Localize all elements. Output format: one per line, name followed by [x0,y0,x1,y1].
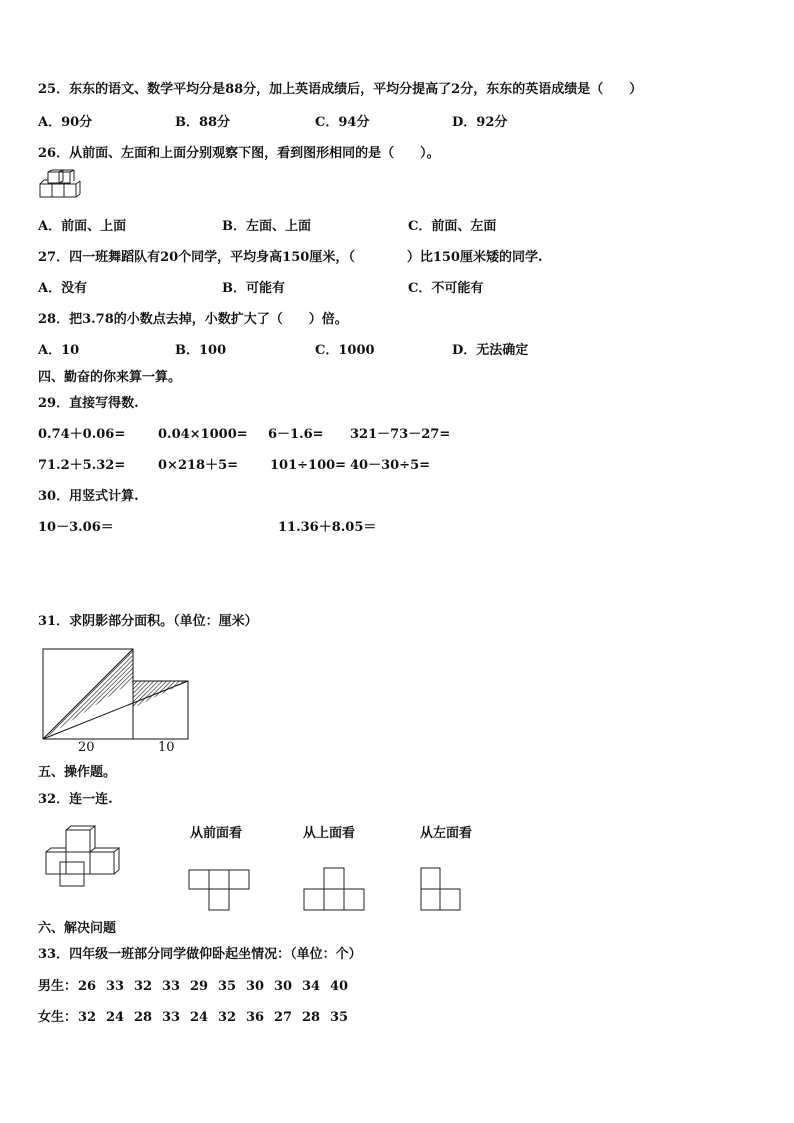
q28-option-c[interactable]: C．1000 [315,343,375,358]
q33-boys-value: 40 [330,979,349,994]
q33-girls-value: 28 [134,1010,153,1025]
q33-girls-value: 24 [190,1010,209,1025]
q29-expr: 0.74＋0.06= [38,427,126,442]
q26-option-c[interactable]: C．前面、左面 [408,219,497,234]
q33-girls-value: 27 [274,1010,293,1025]
q26-option-a[interactable]: A．前面、上面 [38,219,127,234]
q28-option-a[interactable]: A．10 [38,343,80,358]
q26-cube-figure [38,170,82,204]
q33-boys-value: 26 [78,979,97,994]
q31-shaded-figure [40,646,192,742]
q27-option-b[interactable]: B．可能有 [222,281,285,296]
q27-option-c[interactable]: C．不可能有 [408,281,484,296]
q29-expr: 6－1.6= [268,427,324,442]
q33-boys-value: 30 [246,979,265,994]
q33-boys-value: 32 [134,979,153,994]
q29-expr: 40－30÷5= [350,458,431,473]
q33-girls-value: 24 [106,1010,125,1025]
q33-girls-label: 女生： [38,1010,78,1025]
q32-stem: 32．连一连. [38,792,113,807]
q28-stem: 28．把3.78的小数点去掉，小数扩大了（ ）倍。 [38,312,348,327]
q32-view-label-top: 从上面看 [303,826,356,841]
q33-girls-value: 32 [218,1010,237,1025]
section-6-heading: 六、解决问题 [38,921,117,936]
q31-label-left: 20 [78,740,95,755]
q26-option-b[interactable]: B．左面、上面 [222,219,311,234]
q33-boys-value: 33 [162,979,181,994]
q33-boys-value: 35 [218,979,237,994]
q30-stem: 30．用竖式计算. [38,489,139,504]
q33-boys-value: 29 [190,979,209,994]
q25-option-d[interactable]: D．92分 [452,115,508,130]
q31-stem: 31．求阴影部分面积。（单位：厘米） [38,614,258,629]
q25-option-a[interactable]: A．90分 [38,115,93,130]
q32-view-shape-front[interactable] [188,866,252,912]
q33-boys-label: 男生： [38,979,78,994]
q32-solid-figure [42,824,124,890]
q33-boys-value: 30 [274,979,293,994]
q32-view-shape-left[interactable] [420,866,466,914]
q31-label-right: 10 [158,740,175,755]
q33-girls-value: 32 [78,1010,97,1025]
q33-girls-value: 33 [162,1010,181,1025]
q27-stem: 27．四一班舞蹈队有20个同学，平均身高150厘米，（ ）比150厘米矮的同学. [38,250,543,265]
q29-stem: 29．直接写得数. [38,396,139,411]
q33-boys-value: 33 [106,979,125,994]
q33-girls-value: 35 [330,1010,349,1025]
q25-option-b[interactable]: B．88分 [175,115,231,130]
q32-view-label-front: 从前面看 [190,826,243,841]
q27-option-a[interactable]: A．没有 [38,281,88,296]
q26-stem: 26．从前面、左面和上面分别观察下图，看到图形相同的是（ ）。 [38,146,440,161]
q28-option-d[interactable]: D．无法确定 [452,343,529,358]
q29-expr: 71.2＋5.32= [38,458,126,473]
q32-view-shape-top[interactable] [303,866,367,912]
q25-stem: 25．东东的语文、数学平均分是88分，加上英语成绩后，平均分提高了2分，东东的英语成绩是（ ） [38,82,643,97]
q25-option-c[interactable]: C．94分 [315,115,370,130]
q29-expr: 0×218＋5= [158,458,239,473]
q29-expr: 0.04×1000= [158,427,248,442]
q33-girls-value: 36 [246,1010,265,1025]
q32-view-label-left: 从左面看 [420,826,473,841]
q33-stem: 33．四年级一班部分同学做仰卧起坐情况：（单位：个） [38,947,362,962]
section-4-heading: 四、勤奋的你来算一算。 [38,370,182,385]
section-5-heading: 五、操作题。 [38,765,117,780]
q29-expr: 101÷100= [270,458,347,473]
q30-expr: 11.36＋8.05＝ [278,520,377,535]
q30-expr: 10－3.06＝ [38,520,114,535]
q33-girls-value: 28 [302,1010,321,1025]
q28-option-b[interactable]: B．100 [175,343,227,358]
q29-expr: 321－73－27= [350,427,451,442]
q33-boys-value: 34 [302,979,321,994]
